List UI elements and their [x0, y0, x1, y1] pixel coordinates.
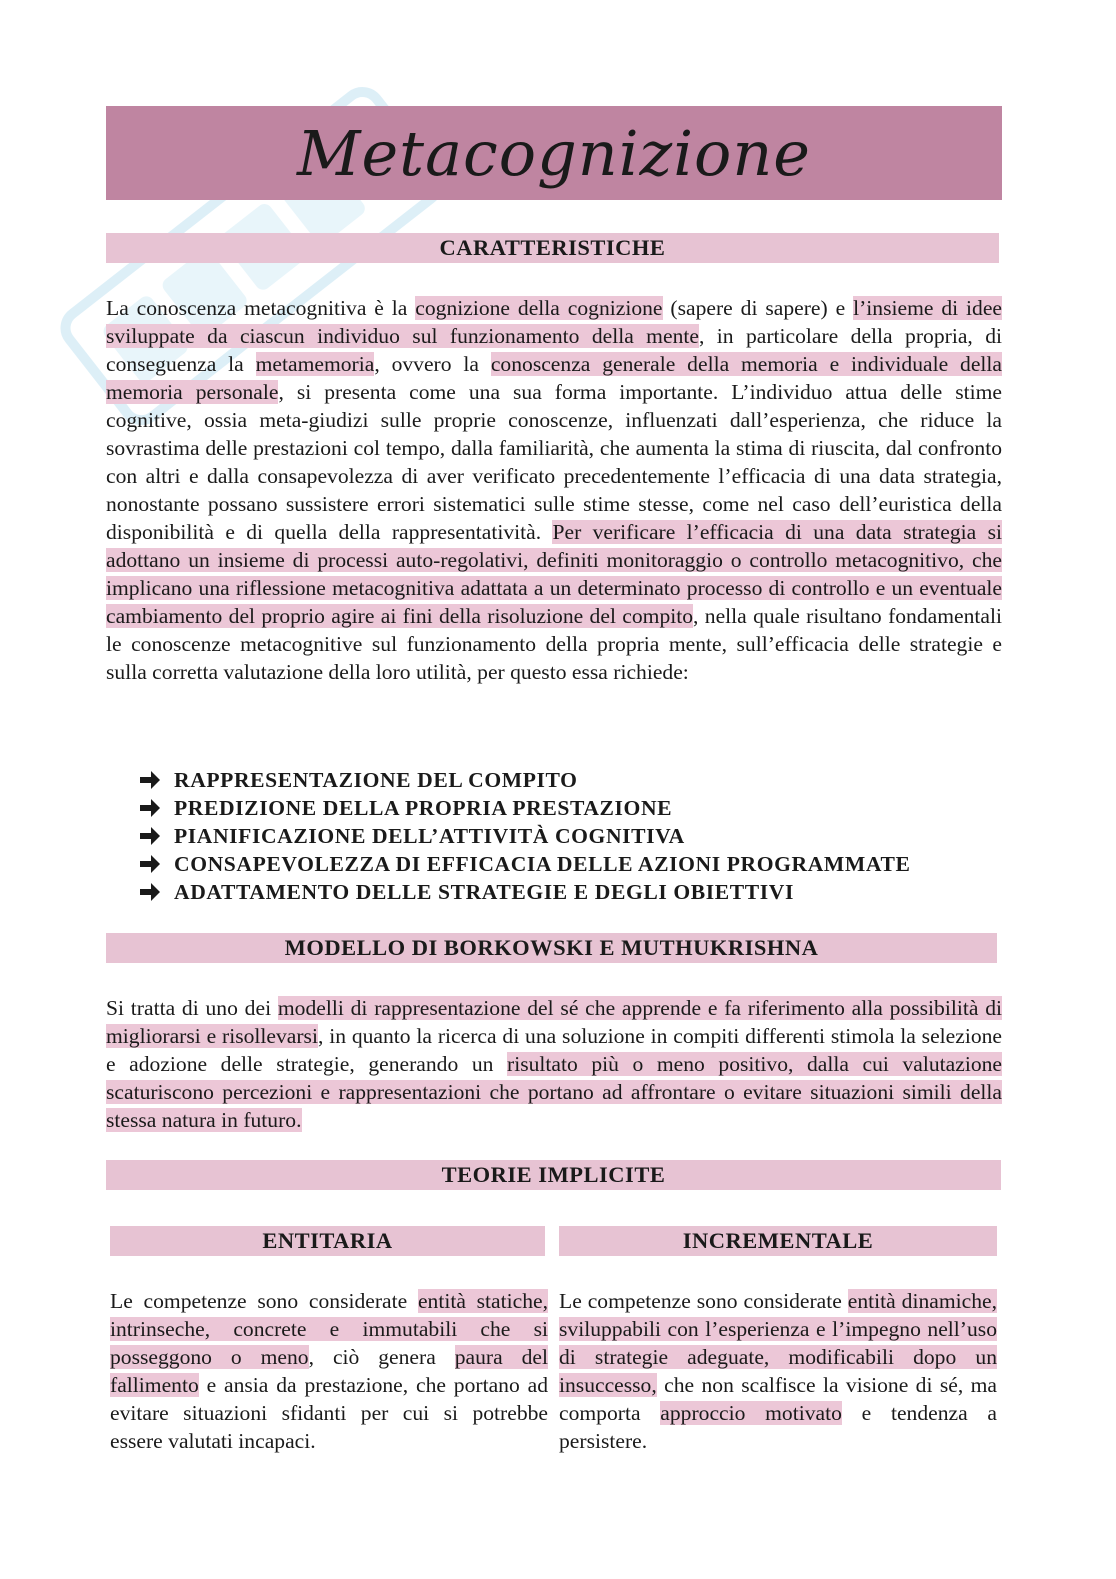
text-run: , si presenta come una sua forma importante. L’individuo attua delle stime cognitive, ossia meta-giudizi sulle proprie conoscenze, influenzati dall’esperienza, che riduce la sovrastima delle prestazioni col tempo, dalla familiarità, che aumenta la stima di riuscita, dal confronto con altri e dalla consapevolezza di aver verificato precedentemente l’efficacia di una data strategia, nonostante possano sussistere errori sistematici sulle stime stesse, come nel caso dell’euristica della disponibilità e di quella della rappresentatività.	[106, 380, 1002, 544]
highlight-run: Per verificare l’efficacia di una data strategia si adottano un insieme di processi auto-regolativi, definiti monitoraggio o controllo metacognitivo, che implicano una riflessione metacognitiva adattata a un determinato processo di controllo e un eventuale cambiamento del proprio agire ai fini della risoluzione del compito	[106, 520, 1002, 628]
list-item	[136, 850, 910, 878]
text-run: (sapere di sapere) e	[662, 296, 854, 320]
arrow-right-icon	[136, 878, 164, 906]
highlight-run: paura del fallimento	[110, 1345, 549, 1397]
highlight-run: risultato più o meno positivo, dalla cui valutazione scaturiscono percezioni e rappresentazioni che portano ad affrontare o evitare situazioni simili della stessa natura in futuro.	[106, 1052, 1002, 1132]
arrow-right-icon	[136, 766, 164, 794]
text-run: Le competenze sono considerate	[559, 1289, 848, 1313]
arrow-right-icon	[136, 822, 164, 850]
arrow-right-icon	[136, 850, 164, 878]
highlight-run: l’insieme di idee sviluppate da ciascun individuo sul funzionamento della mente	[106, 296, 1003, 348]
page-title: Metacognizione	[297, 116, 811, 190]
text-run: , in particolare della propria, di conseguenza la	[106, 324, 1002, 376]
list-item	[136, 766, 910, 794]
list-item-label: RAPPRESENTAZIONE DEL COMPITO	[174, 768, 578, 792]
highlight-run: cognizione della cognizione	[415, 296, 663, 320]
text-run: Le competenze sono considerate	[110, 1289, 418, 1313]
highlight-run: entità statiche, intrinseche, concrete e immutabili che si posseggono o meno	[110, 1289, 549, 1369]
list-item	[136, 878, 910, 906]
list-item-label: PREDIZIONE DELLA PROPRIA PRESTAZIONE	[174, 796, 673, 820]
text-run: Si tratta di uno dei	[106, 996, 278, 1020]
section-heading-teorie: TEORIE IMPLICITE	[106, 1160, 1001, 1190]
text-run: e ansia da prestazione, che portano ad evitare situazioni sfidanti per cui si potrebbe essere valutati incapaci.	[110, 1373, 548, 1453]
text-run: La conoscenza metacognitiva è la	[106, 296, 416, 320]
highlight-run: conoscenza generale della memoria e individuale della memoria personale	[106, 352, 1003, 404]
entitaria-paragraph	[110, 1287, 548, 1455]
highlight-run: entità dinamiche, sviluppabili con l’esperienza e l’impegno nell’uso di strategie adeguate, modificabili dopo un insuccesso,	[559, 1289, 998, 1397]
section-heading-borkowski: MODELLO DI BORKOWSKI E MUTHUKRISHNA	[106, 933, 997, 963]
text-run: che non scalfisce la visione di sé, ma comporta	[559, 1373, 997, 1425]
list-item-label: CONSAPEVOLEZZA DI EFFICACIA DELLE AZIONI PROGRAMMATE	[174, 852, 911, 876]
highlight-run: metamemoria	[255, 352, 375, 376]
subsection-heading-entitaria: ENTITARIA	[110, 1226, 545, 1256]
incrementale-column	[559, 1287, 997, 1455]
title-band	[106, 106, 1002, 200]
highlight-run: modelli di rappresentazione del sé che apprende e fa riferimento alla possibilità di migliorarsi e risollevarsi	[106, 996, 1002, 1048]
incrementale-paragraph	[559, 1287, 997, 1455]
list-item	[136, 822, 910, 850]
list-item	[136, 794, 910, 822]
list-item-label: PIANIFICAZIONE DELL’ATTIVITÀ COGNITIVA	[174, 824, 685, 848]
text-run: e tendenza a persistere.	[559, 1401, 997, 1453]
borkowski-paragraph	[106, 994, 1002, 1134]
highlight-run: approccio motivato	[660, 1401, 842, 1425]
text-run: , in quanto la ricerca di una soluzione in compiti differenti stimola la selezione e adozione delle strategie, generando un	[106, 1024, 1003, 1076]
text-run: , nella quale risultano fondamentali le conoscenze metacognitive sul funzionamento della propria mente, sull’efficacia delle strategie e sulla corretta valutazione della loro utilità, per questo essa richiede:	[106, 604, 1002, 684]
text-run: , ovvero la	[374, 352, 491, 376]
subsection-heading-incrementale: INCREMENTALE	[559, 1226, 997, 1256]
entitaria-column	[110, 1287, 548, 1455]
section-heading-caratteristiche: CARATTERISTICHE	[106, 233, 999, 263]
caratteristiche-paragraph	[106, 294, 1002, 686]
requirements-list	[136, 766, 910, 906]
text-run: , ciò genera	[308, 1345, 455, 1369]
list-item-label: ADATTAMENTO DELLE STRATEGIE E DEGLI OBIETTIVI	[174, 880, 794, 904]
arrow-right-icon	[136, 794, 164, 822]
